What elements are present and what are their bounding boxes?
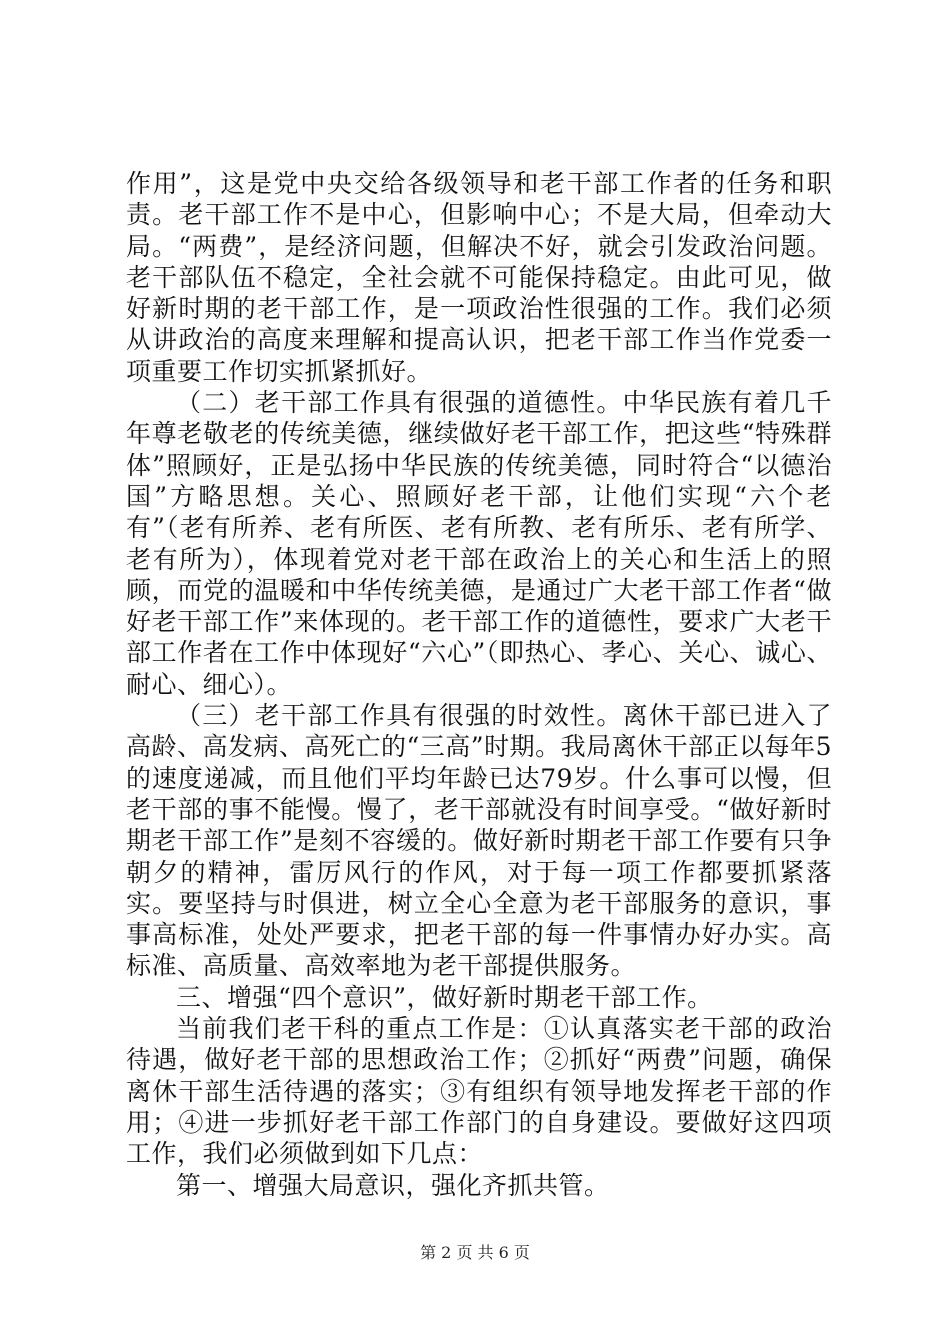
- paragraph-continuation: 作用”，这是党中央交给各级领导和老干部工作者的任务和职责。老干部工作不是中心，但影响中心；不是大局，但牵动大局。“两费”，是经济问题，但解决不好，就会引发政治问题。老干部队伍不稳定，全社会就不可能保持稳定。由此可见，做好新时期的老干部工作，是一项政治性很强的工作。我们必须从讲政治的高度来理解和提高认识，把老干部工作当作党委一项重要工作切实抓紧抓好。: [126, 169, 832, 386]
- section-heading-three: 三、增强“四个意识”，做好新时期老干部工作。: [176, 982, 713, 1012]
- paragraph-key-work: 当前我们老干科的重点工作是：①认真落实老干部的政治待遇，做好老干部的思想政治工作；②抓好“两费”问题，确保离休干部生活待遇的落实；③有组织有领导地发挥老干部的作用；④进一步抓好老干部工作部门的自身建设。要做好这四项工作，我们必须做到如下几点：: [126, 1014, 832, 1169]
- paragraph-moral: （二）老干部工作具有很强的道德性。中华民族有着几千年尊老敬老的传统美德，继续做好老干部工作，把这些“特殊群体”照顾好，正是弘扬中华民族的传统美德，同时符合“以德治国”方略思想。关心、照顾好老干部，让他们实现“六个老有”（老有所养、老有所医、老有所教、老有所乐、老有所学、老有所为），体现着党对老干部在政治上的关心和生活上的照顾，而党的温暖和中华传统美德，是通过广大老干部工作者“做好老干部工作”来体现的。老干部工作的道德性，要求广大老干部工作者在工作中体现好“六心”（即热心、孝心、关心、诚心、耐心、细心）。: [126, 388, 832, 699]
- paragraph-timeliness: （三）老干部工作具有很强的时效性。离休干部已进入了高龄、高发病、高死亡的“三高”时期。我局离休干部正以每年5的速度递减，而且他们平均年龄已达79岁。什么事可以慢，但老干部的事不能慢。慢了，老干部就没有时间享受。“做好新时期老干部工作”是刻不容缓的。做好新时期老干部工作要有只争朝夕的精神，雷厉风行的作风，对于每一项工作都要抓紧落实。要坚持与时俱进，树立全心全意为老干部服务的意识，事事高标准，处处严要求，把老干部的每一件事情办好办实。高标准、高质量、高效率地为老干部提供服务。: [126, 701, 832, 981]
- body-text: [126, 168, 832, 1201]
- paragraph-first-point: 第一、增强大局意识，强化齐抓共管。: [176, 1170, 610, 1200]
- page-footer: 第 2 页 共 6 页: [420, 1243, 530, 1262]
